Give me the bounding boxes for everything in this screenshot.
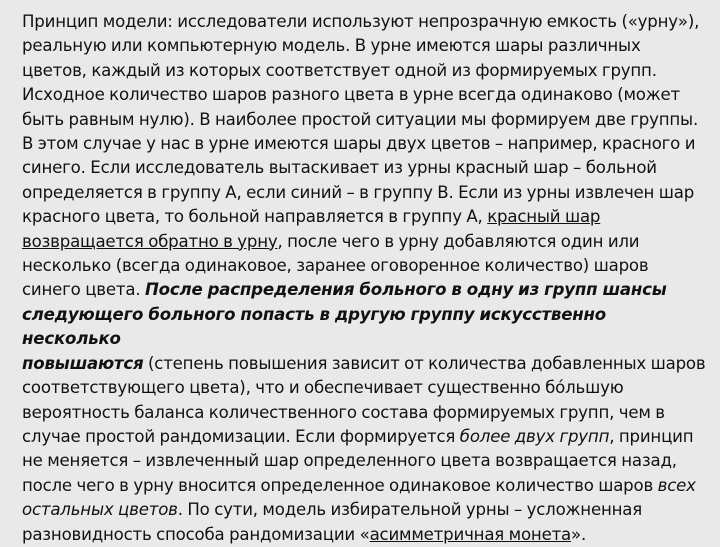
text-line: соответствующего цвета), что и обеспечивает существенно бóльшую xyxy=(22,378,624,398)
underlined-phrase: возвращается обратно в урну xyxy=(22,231,278,251)
text-line: несколько (всегда одинаковое, заранее оговоренное количество) шаров xyxy=(22,256,649,276)
text-line: . По сути, модель избирательной урны – усложненная xyxy=(177,500,643,520)
text-line: ». xyxy=(571,524,587,544)
text-line: случае простой рандомизации. Если формируется xyxy=(22,426,460,446)
text-line: (степень повышения зависит от количества добавленных шаров xyxy=(143,353,706,373)
emphasis-phrase: повышаются xyxy=(22,353,144,373)
emphasis-phrase: После распределения больного в одну из групп шансы xyxy=(144,280,667,300)
text-line: В этом случае у нас в урне имеются шары двух цветов – например, красного и xyxy=(22,134,696,154)
underlined-phrase: красный шар xyxy=(487,207,601,227)
text-line: Исходное количество шаров разного цвета в урне всегда одинаково (может xyxy=(22,85,680,105)
text-line: не меняется – извлеченный шар определенного цвета возвращается назад, xyxy=(22,451,677,471)
text-line: , принцип xyxy=(609,426,694,446)
text-line: Принцип модели: исследователи используют непрозрачную емкость («урну»), xyxy=(22,12,700,31)
text-line: синего. Если исследователь вытаскивает из урны красный шар – больной xyxy=(22,158,657,178)
text-line: после чего в урну вносится определенное одинаковое количество шаров xyxy=(22,475,658,495)
text-line: быть равным нулю). В наиболее простой ситуации мы формируем две группы. xyxy=(22,109,699,129)
text-line: разновидность способа рандомизации « xyxy=(22,524,370,544)
body-paragraph xyxy=(22,10,708,547)
text-line: вероятность баланса количественного состава формируемых групп, чем в xyxy=(22,402,665,422)
text-line: цветов, каждый из которых соответствует одной из формируемых групп. xyxy=(22,60,657,80)
underlined-phrase: асимметричная монета xyxy=(369,524,572,544)
italic-phrase: остальных цветов xyxy=(22,500,178,520)
text-line: синего цвета. xyxy=(22,280,145,300)
text-line: , после чего в урну добавляются один или xyxy=(277,231,640,251)
emphasis-phrase: следующего больного попасть в другую группу искусственно несколько xyxy=(22,304,607,349)
italic-phrase: всех xyxy=(657,475,696,495)
text-line: реальную или компьютерную модель. В урне имеются шары различных xyxy=(22,36,641,56)
text-line: определяется в группу А, если синий – в группу В. Если из урны извлечен шар xyxy=(22,182,695,202)
text-line: красного цвета, то больной направляется в группу А, xyxy=(22,207,488,227)
italic-phrase: более двух групп xyxy=(459,426,610,446)
